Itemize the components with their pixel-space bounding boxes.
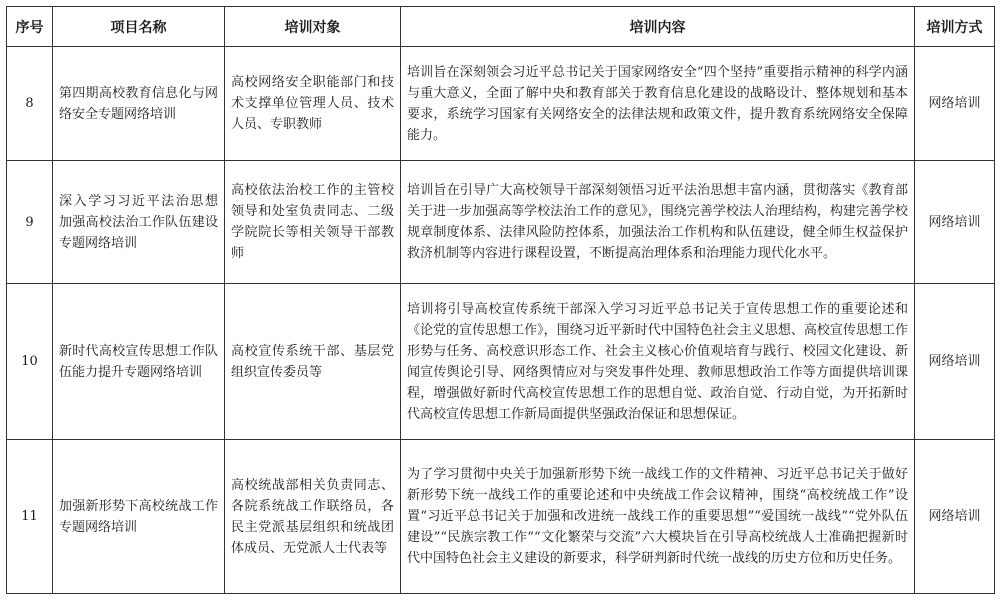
header-target: 培训对象: [225, 7, 401, 47]
header-row: [7, 7, 995, 47]
row-target: 高校宣传系统干部、基层党组织宣传委员等: [225, 284, 401, 440]
training-table: [6, 6, 995, 594]
header-name: 项目名称: [53, 7, 225, 47]
table-row: [7, 440, 995, 594]
table-row: [7, 284, 995, 440]
header-seq: 序号: [7, 7, 53, 47]
header-method: 培训方式: [915, 7, 995, 47]
row-project-name: 加强新形势下高校统战工作专题网络培训: [53, 440, 225, 594]
row-method: 网络培训: [915, 440, 995, 594]
row-seq: 8: [7, 47, 53, 161]
row-content: 为了学习贯彻中央关于加强新形势下统一战线工作的文件精神、习近平总书记关于做好新形势下统一战线工作的重要论述和中央统战工作会议精神，围绕“高校统战工作”设置“习近平总书记关于加强和改进统一战线工作的重要思想”“爱国统一战线”“党外队伍建设”“民族宗教工作”“文化繁荣与交流”六大模块旨在引导高校统战人士准确把握新时代中国特色社会主义建设的新要求，科学研判新时代统一战线的历史方位和历史任务。: [401, 440, 915, 594]
row-seq: 11: [7, 440, 53, 594]
row-seq: 10: [7, 284, 53, 440]
row-content: 培训旨在引导广大高校领导干部深刻领悟习近平法治思想丰富内涵，贯彻落实《教育部关于进一步加强高等学校法治工作的意见》，围绕完善学校法人治理结构，构建完善学校规章制度体系、法律风险防控体系，加强法治工作机构和队伍建设，健全师生权益保护救济机制等内容进行课程设置，不断提高治理体系和治理能力现代化水平。: [401, 161, 915, 284]
row-method: 网络培训: [915, 47, 995, 161]
header-content: 培训内容: [401, 7, 915, 47]
row-project-name: 新时代高校宣传思想工作队伍能力提升专题网络培训: [53, 284, 225, 440]
row-method: 网络培训: [915, 284, 995, 440]
row-project-name: 第四期高校教育信息化与网络安全专题网络培训: [53, 47, 225, 161]
row-target: 高校网络安全职能部门和技术支撑单位管理人员、技术人员、专职教师: [225, 47, 401, 161]
row-content: 培训将引导高校宣传系统干部深入学习习近平总书记关于宣传思想工作的重要论述和《论党的宣传思想工作》，围绕习近平新时代中国特色社会主义思想、高校宣传思想工作形势与任务、高校意识形态工作、社会主义核心价值观培育与践行、校园文化建设、新闻宣传舆论引导、网络舆情应对与突发事件处理、教师思想政治工作等方面提供培训课程，增强做好新时代高校宣传思想工作的思想自觉、政治自觉、行动自觉，为开拓新时代高校宣传思想工作新局面提供坚强政治保证和思想保证。: [401, 284, 915, 440]
row-target: 高校统战部相关负责同志、各院系统战工作联络员，各民主党派基层组织和统战团体成员、无党派人士代表等: [225, 440, 401, 594]
row-method: 网络培训: [915, 161, 995, 284]
row-project-name: 深入学习习近平法治思想 加强高校法治工作队伍建设专题网络培训: [53, 161, 225, 284]
row-target: 高校依法治校工作的主管校领导和处室负责同志、二级学院院长等相关领导干部教师: [225, 161, 401, 284]
table-row: [7, 161, 995, 284]
row-content: 培训旨在深刻领会习近平总书记关于国家网络安全“四个坚持”重要指示精神的科学内涵与重大意义，全面了解中央和教育部关于教育信息化建设的战略设计、整体规划和基本要求，系统学习国家有关网络安全的法律法规和政策文件，提升教育系统网络安全保障能力。: [401, 47, 915, 161]
table-row: [7, 47, 995, 161]
row-seq: 9: [7, 161, 53, 284]
